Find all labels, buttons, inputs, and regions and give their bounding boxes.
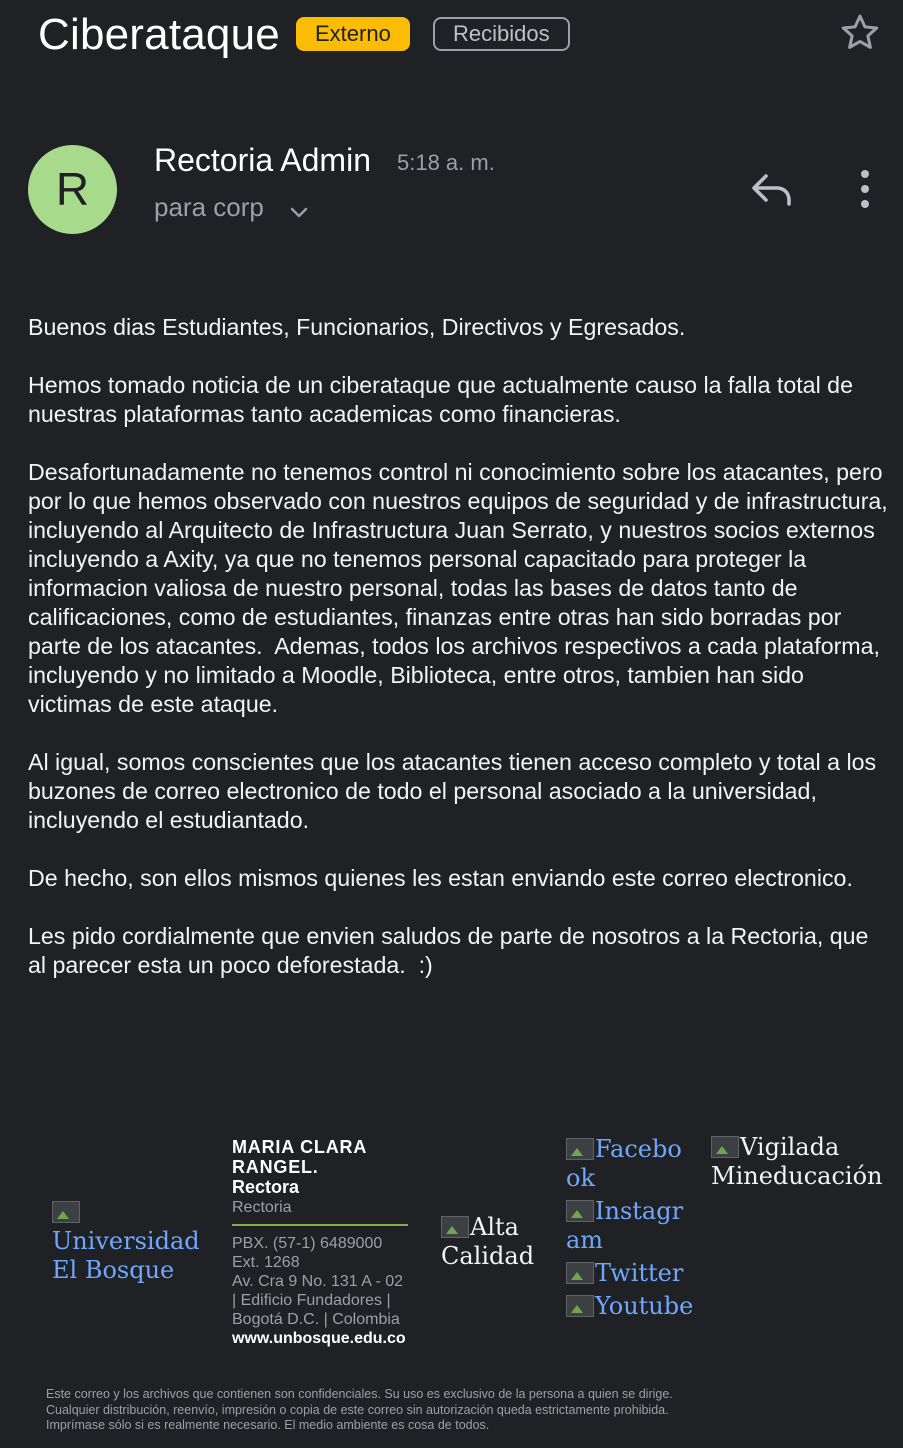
inbox-label-chip[interactable]: Recibidos bbox=[433, 17, 570, 51]
facebook-alt-text: Facebook bbox=[566, 1135, 682, 1192]
broken-image-icon bbox=[566, 1200, 594, 1222]
social-links bbox=[566, 1135, 694, 1325]
body-paragraph: Al igual, somos conscientes que los atacantes tienen acceso completo y total a los buzones de correo electronico de todo el personal asociado a la universidad, incluyendo el estudiantado. bbox=[28, 749, 883, 833]
more-options-icon[interactable] bbox=[848, 168, 882, 210]
broken-image-icon bbox=[566, 1295, 594, 1317]
signer-name-line1: MARIA CLARA bbox=[232, 1137, 368, 1157]
recipient-toggle[interactable]: para corp bbox=[154, 192, 264, 222]
vigilada-image bbox=[711, 1133, 891, 1191]
signature-phone: PBX. (57-1) 6489000 bbox=[232, 1235, 383, 1252]
signature-address: Av. Cra 9 No. 131 A - 02 bbox=[232, 1273, 404, 1290]
logo-alt-text: Universidad El Bosque bbox=[52, 1227, 200, 1284]
star-icon[interactable] bbox=[837, 10, 883, 56]
body-paragraph: De hecho, son ellos mismos quienes les estan enviando este correo electronico. bbox=[28, 865, 853, 891]
signature-address: Bogotá D.C. | Colombia bbox=[232, 1311, 400, 1328]
signature-address: | Edificio Fundadores | bbox=[232, 1292, 391, 1309]
signer-role: Rectora bbox=[232, 1177, 300, 1197]
twitter-link[interactable] bbox=[566, 1259, 694, 1288]
signature-block bbox=[232, 1137, 408, 1349]
sender-avatar[interactable]: R bbox=[28, 145, 117, 234]
university-logo-link[interactable] bbox=[52, 1198, 212, 1285]
signature-divider bbox=[232, 1224, 408, 1226]
signer-name-line2: RANGEL. bbox=[232, 1157, 319, 1177]
signature-ext: Ext. 1268 bbox=[232, 1254, 300, 1271]
body-paragraph: Les pido cordialmente que envien saludos de parte de nosotros a la Rectoria, que al parecer esta un poco deforestada. :) bbox=[28, 923, 875, 978]
broken-image-icon bbox=[52, 1201, 80, 1223]
accreditation-image bbox=[441, 1213, 551, 1271]
broken-image-icon bbox=[566, 1262, 594, 1284]
accreditation-alt-text: Alta Calidad bbox=[441, 1213, 535, 1270]
confidentiality-disclaimer: Este correo y los archivos que contienen son confidenciales. Su uso es exclusivo de la persona a quien se dirige. Cualquier distribución, reenvío, impresión o copia de este correo sin autorización queda estrictamente prohibida. Imprímase sólo si es realmente necesario. El medio ambiente es cosa de todos. bbox=[46, 1387, 673, 1432]
broken-image-icon bbox=[711, 1136, 739, 1158]
email-subject: Ciberataque bbox=[38, 10, 280, 59]
external-badge: Externo bbox=[296, 17, 410, 51]
signature-website-link[interactable]: www.unbosque.edu.co bbox=[232, 1330, 406, 1347]
instagram-alt-text: Instagram bbox=[566, 1197, 684, 1254]
sender-name: Rectoria Admin bbox=[154, 142, 371, 178]
body-paragraph: Hemos tomado noticia de un ciberataque que actualmente causo la falla total de nuestras plataformas tanto academicas como financieras. bbox=[28, 372, 860, 427]
signer-office: Rectoria bbox=[232, 1199, 292, 1216]
body-paragraph: Desafortunadamente no tenemos control ni conocimiento sobre los atacantes, pero por lo que hemos observado con nuestros equipos de seguridad y de infrastructura, incluyendo al Arquitecto de Infrastructura Juan Serrato, y nuestros socios externos incluyendo a Axity, ya que no tenemos personal capacitado para proteger la informacion valiosa de nuestro personal, todas las bases de datos tanto de calificaciones, como de estudiantes, finanzas entre otras han sido borradas por parte de los atacantes. Ademas, todos los archivos respectivos a cada plataforma, incluyendo y no limitado a Moodle, Biblioteca, entre otros, tambien han sido victimas de este ataque. bbox=[28, 459, 895, 717]
vigilada-alt-text: Vigilada Mineducación bbox=[711, 1133, 883, 1190]
twitter-alt-text: Twitter bbox=[595, 1259, 684, 1287]
email-body bbox=[28, 313, 895, 1009]
facebook-link[interactable] bbox=[566, 1135, 694, 1193]
reply-icon[interactable] bbox=[748, 168, 794, 210]
chevron-down-icon[interactable] bbox=[287, 200, 311, 224]
broken-image-icon bbox=[441, 1216, 469, 1238]
email-time: 5:18 a. m. bbox=[397, 150, 495, 175]
youtube-link[interactable] bbox=[566, 1292, 694, 1321]
instagram-link[interactable] bbox=[566, 1197, 694, 1255]
broken-image-icon bbox=[566, 1138, 594, 1160]
body-paragraph: Buenos dias Estudiantes, Funcionarios, Directivos y Egresados. bbox=[28, 314, 686, 340]
youtube-alt-text: Youtube bbox=[595, 1292, 694, 1320]
